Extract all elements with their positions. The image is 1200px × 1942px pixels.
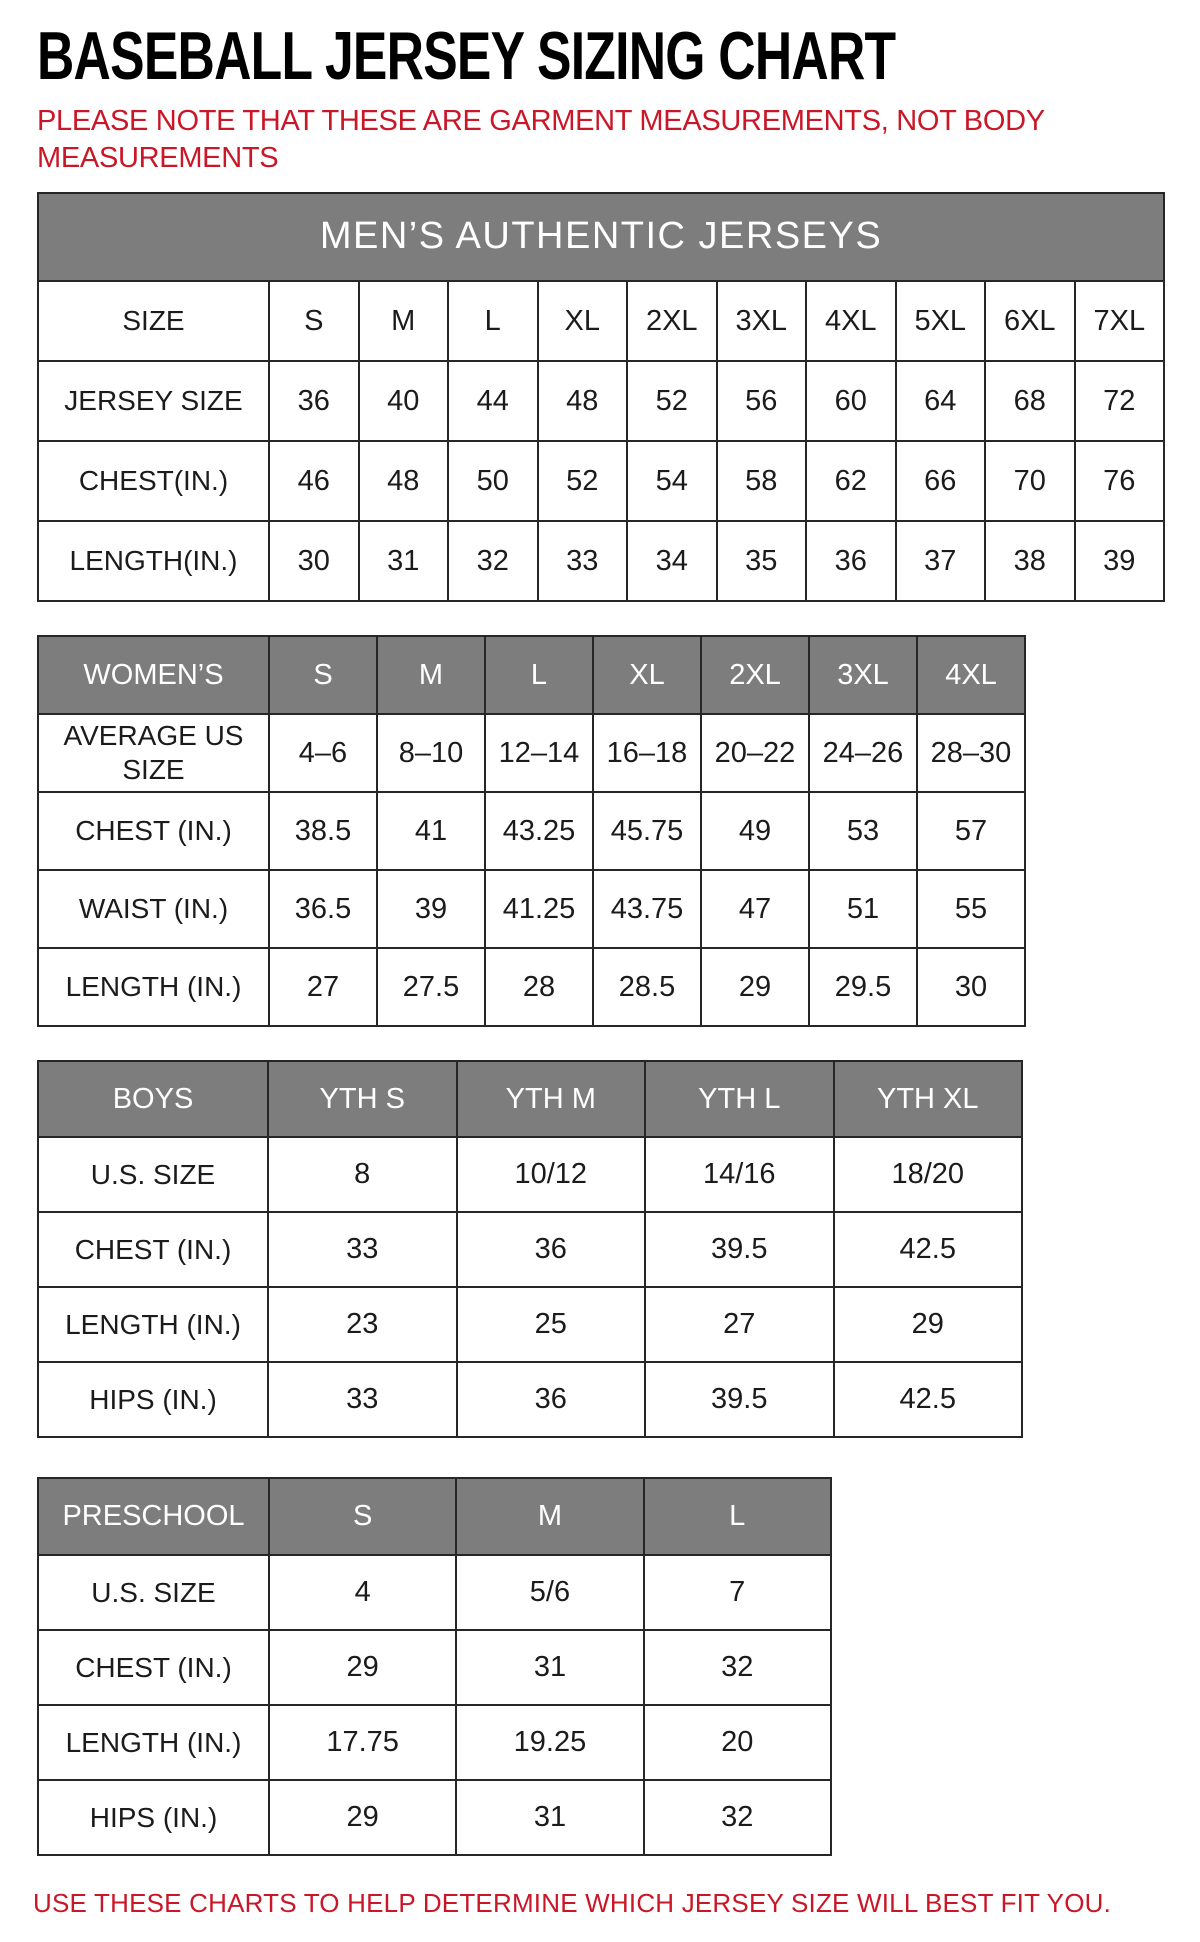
- mens-column-header: 4XL: [806, 281, 896, 361]
- preschool-value-cell: 19.25: [456, 1705, 643, 1780]
- boys-data-row: [38, 1137, 1022, 1212]
- boys-table: [37, 1060, 1023, 1438]
- boys-value-cell: 14/16: [645, 1137, 834, 1212]
- boys-value-cell: 39.5: [645, 1212, 834, 1287]
- mens-header-label: SIZE: [38, 281, 269, 361]
- mens-value-cell: 46: [269, 441, 359, 521]
- footer-text: USE THESE CHARTS TO HELP DETERMINE WHICH JERSEY SIZE WILL BEST FIT YOU.: [33, 1888, 1112, 1918]
- boys-row-label: CHEST (IN.): [38, 1212, 268, 1287]
- boys-value-cell: 42.5: [834, 1212, 1023, 1287]
- womens-value-cell: 12–14: [485, 714, 593, 792]
- womens-value-cell: 28: [485, 948, 593, 1026]
- boys-value-cell: 33: [268, 1212, 457, 1287]
- womens-row-label: LENGTH (IN.): [38, 948, 269, 1026]
- boys-column-header: YTH L: [645, 1061, 834, 1137]
- womens-value-cell: 45.75: [593, 792, 701, 870]
- womens-value-cell: 24–26: [809, 714, 917, 792]
- womens-value-cell: 20–22: [701, 714, 809, 792]
- boys-value-cell: 8: [268, 1137, 457, 1212]
- mens-value-cell: 36: [269, 361, 359, 441]
- boys-column-header: YTH S: [268, 1061, 457, 1137]
- womens-size-table: [37, 635, 1026, 1027]
- preschool-column-header: S: [269, 1478, 456, 1555]
- womens-data-row: [38, 792, 1025, 870]
- mens-column-header: S: [269, 281, 359, 361]
- mens-value-cell: 34: [627, 521, 717, 601]
- mens-value-cell: 56: [717, 361, 807, 441]
- preschool-data-row: [38, 1705, 831, 1780]
- womens-value-cell: 28.5: [593, 948, 701, 1026]
- womens-value-cell: 27: [269, 948, 377, 1026]
- womens-value-cell: 53: [809, 792, 917, 870]
- preschool-value-cell: 17.75: [269, 1705, 456, 1780]
- womens-value-cell: 8–10: [377, 714, 485, 792]
- mens-value-cell: 31: [359, 521, 449, 601]
- preschool-data-row: [38, 1555, 831, 1630]
- mens-column-header: 6XL: [985, 281, 1075, 361]
- mens-value-cell: 52: [538, 441, 628, 521]
- boys-row-label: U.S. SIZE: [38, 1137, 268, 1212]
- womens-column-header: XL: [593, 636, 701, 714]
- page-title: [37, 18, 1166, 94]
- preschool-table: [37, 1477, 832, 1856]
- mens-value-cell: 72: [1075, 361, 1165, 441]
- boys-row-label: LENGTH (IN.): [38, 1287, 268, 1362]
- womens-value-cell: 51: [809, 870, 917, 948]
- boys-value-cell: 36: [457, 1212, 646, 1287]
- mens-table: [37, 192, 1165, 602]
- womens-table: [37, 635, 1026, 1027]
- mens-column-header: 5XL: [896, 281, 986, 361]
- womens-value-cell: 27.5: [377, 948, 485, 1026]
- preschool-row-label: U.S. SIZE: [38, 1555, 269, 1630]
- womens-row-label: WAIST (IN.): [38, 870, 269, 948]
- womens-value-cell: 36.5: [269, 870, 377, 948]
- preschool-value-cell: 5/6: [456, 1555, 643, 1630]
- womens-value-cell: 47: [701, 870, 809, 948]
- boys-value-cell: 18/20: [834, 1137, 1023, 1212]
- preschool-row-label: CHEST (IN.): [38, 1630, 269, 1705]
- boys-data-row: [38, 1212, 1022, 1287]
- womens-value-cell: 41: [377, 792, 485, 870]
- mens-row-label: JERSEY SIZE: [38, 361, 269, 441]
- boys-data-row: [38, 1362, 1022, 1437]
- preschool-row-label: LENGTH (IN.): [38, 1705, 269, 1780]
- womens-column-header: M: [377, 636, 485, 714]
- preschool-column-header: L: [644, 1478, 831, 1555]
- mens-value-cell: 70: [985, 441, 1075, 521]
- womens-value-cell: 29.5: [809, 948, 917, 1026]
- mens-value-cell: 32: [448, 521, 538, 601]
- womens-value-cell: 41.25: [485, 870, 593, 948]
- mens-value-cell: 66: [896, 441, 986, 521]
- mens-value-cell: 44: [448, 361, 538, 441]
- page-title-text: BASEBALL JERSEY SIZING CHART: [37, 18, 896, 94]
- preschool-value-cell: 29: [269, 1630, 456, 1705]
- womens-value-cell: 38.5: [269, 792, 377, 870]
- preschool-value-cell: 32: [644, 1630, 831, 1705]
- womens-value-cell: 28–30: [917, 714, 1025, 792]
- mens-value-cell: 68: [985, 361, 1075, 441]
- womens-value-cell: 29: [701, 948, 809, 1026]
- boys-row-label: HIPS (IN.): [38, 1362, 268, 1437]
- mens-value-cell: 38: [985, 521, 1075, 601]
- boys-value-cell: 23: [268, 1287, 457, 1362]
- womens-column-header: L: [485, 636, 593, 714]
- preschool-data-row: [38, 1630, 831, 1705]
- boys-value-cell: 10/12: [457, 1137, 646, 1212]
- boys-column-header: YTH M: [457, 1061, 646, 1137]
- garment-note-text: PLEASE NOTE THAT THESE ARE GARMENT MEASUREMENTS, NOT BODY MEASUREMENTS: [37, 105, 1045, 174]
- womens-value-cell: 43.25: [485, 792, 593, 870]
- mens-column-header: L: [448, 281, 538, 361]
- boys-value-cell: 33: [268, 1362, 457, 1437]
- mens-value-cell: 62: [806, 441, 896, 521]
- womens-value-cell: 55: [917, 870, 1025, 948]
- mens-value-cell: 50: [448, 441, 538, 521]
- boys-column-header: YTH XL: [834, 1061, 1023, 1137]
- womens-value-cell: 39: [377, 870, 485, 948]
- preschool-value-cell: 20: [644, 1705, 831, 1780]
- womens-column-header: 3XL: [809, 636, 917, 714]
- preschool-header-label: PRESCHOOL: [38, 1478, 269, 1555]
- womens-header-row: [38, 636, 1025, 714]
- mens-banner-title: MEN’S AUTHENTIC JERSEYS: [38, 193, 1164, 281]
- preschool-row-label: HIPS (IN.): [38, 1780, 269, 1855]
- womens-value-cell: 30: [917, 948, 1025, 1026]
- preschool-value-cell: 31: [456, 1630, 643, 1705]
- mens-column-header: 2XL: [627, 281, 717, 361]
- boys-size-table: [37, 1060, 1023, 1438]
- mens-value-cell: 52: [627, 361, 717, 441]
- mens-header-row: [38, 281, 1164, 361]
- mens-value-cell: 40: [359, 361, 449, 441]
- mens-value-cell: 33: [538, 521, 628, 601]
- mens-column-header: 7XL: [1075, 281, 1165, 361]
- boys-value-cell: 27: [645, 1287, 834, 1362]
- womens-value-cell: 43.75: [593, 870, 701, 948]
- mens-column-header: 3XL: [717, 281, 807, 361]
- boys-data-row: [38, 1287, 1022, 1362]
- womens-column-header: 2XL: [701, 636, 809, 714]
- womens-column-header: 4XL: [917, 636, 1025, 714]
- preschool-column-header: M: [456, 1478, 643, 1555]
- womens-value-cell: 16–18: [593, 714, 701, 792]
- mens-data-row: [38, 441, 1164, 521]
- boys-value-cell: 42.5: [834, 1362, 1023, 1437]
- boys-value-cell: 39.5: [645, 1362, 834, 1437]
- womens-value-cell: 57: [917, 792, 1025, 870]
- boys-header-label: BOYS: [38, 1061, 268, 1137]
- mens-value-cell: 64: [896, 361, 986, 441]
- womens-row-label: AVERAGE US SIZE: [38, 714, 269, 792]
- womens-value-cell: 49: [701, 792, 809, 870]
- preschool-value-cell: 32: [644, 1780, 831, 1855]
- preschool-data-row: [38, 1780, 831, 1855]
- mens-row-label: CHEST(IN.): [38, 441, 269, 521]
- womens-data-row: [38, 870, 1025, 948]
- mens-row-label: LENGTH(IN.): [38, 521, 269, 601]
- mens-value-cell: 76: [1075, 441, 1165, 521]
- boys-header-row: [38, 1061, 1022, 1137]
- preschool-value-cell: 4: [269, 1555, 456, 1630]
- mens-value-cell: 30: [269, 521, 359, 601]
- preschool-value-cell: 7: [644, 1555, 831, 1630]
- womens-column-header: S: [269, 636, 377, 714]
- mens-column-header: XL: [538, 281, 628, 361]
- boys-value-cell: 25: [457, 1287, 646, 1362]
- mens-value-cell: 54: [627, 441, 717, 521]
- preschool-size-table: [37, 1477, 832, 1856]
- womens-header-label: WOMEN’S: [38, 636, 269, 714]
- mens-banner-row: [38, 193, 1164, 281]
- mens-column-header: M: [359, 281, 449, 361]
- mens-size-table: [37, 192, 1165, 602]
- boys-value-cell: 29: [834, 1287, 1023, 1362]
- mens-value-cell: 58: [717, 441, 807, 521]
- mens-value-cell: 37: [896, 521, 986, 601]
- mens-data-row: [38, 361, 1164, 441]
- womens-data-row: [38, 714, 1025, 792]
- mens-data-row: [38, 521, 1164, 601]
- mens-value-cell: 48: [538, 361, 628, 441]
- preschool-value-cell: 29: [269, 1780, 456, 1855]
- mens-value-cell: 39: [1075, 521, 1165, 601]
- mens-value-cell: 35: [717, 521, 807, 601]
- womens-data-row: [38, 948, 1025, 1026]
- boys-value-cell: 36: [457, 1362, 646, 1437]
- mens-value-cell: 60: [806, 361, 896, 441]
- preschool-value-cell: 31: [456, 1780, 643, 1855]
- mens-value-cell: 48: [359, 441, 449, 521]
- womens-row-label: CHEST (IN.): [38, 792, 269, 870]
- preschool-header-row: [38, 1478, 831, 1555]
- mens-value-cell: 36: [806, 521, 896, 601]
- womens-value-cell: 4–6: [269, 714, 377, 792]
